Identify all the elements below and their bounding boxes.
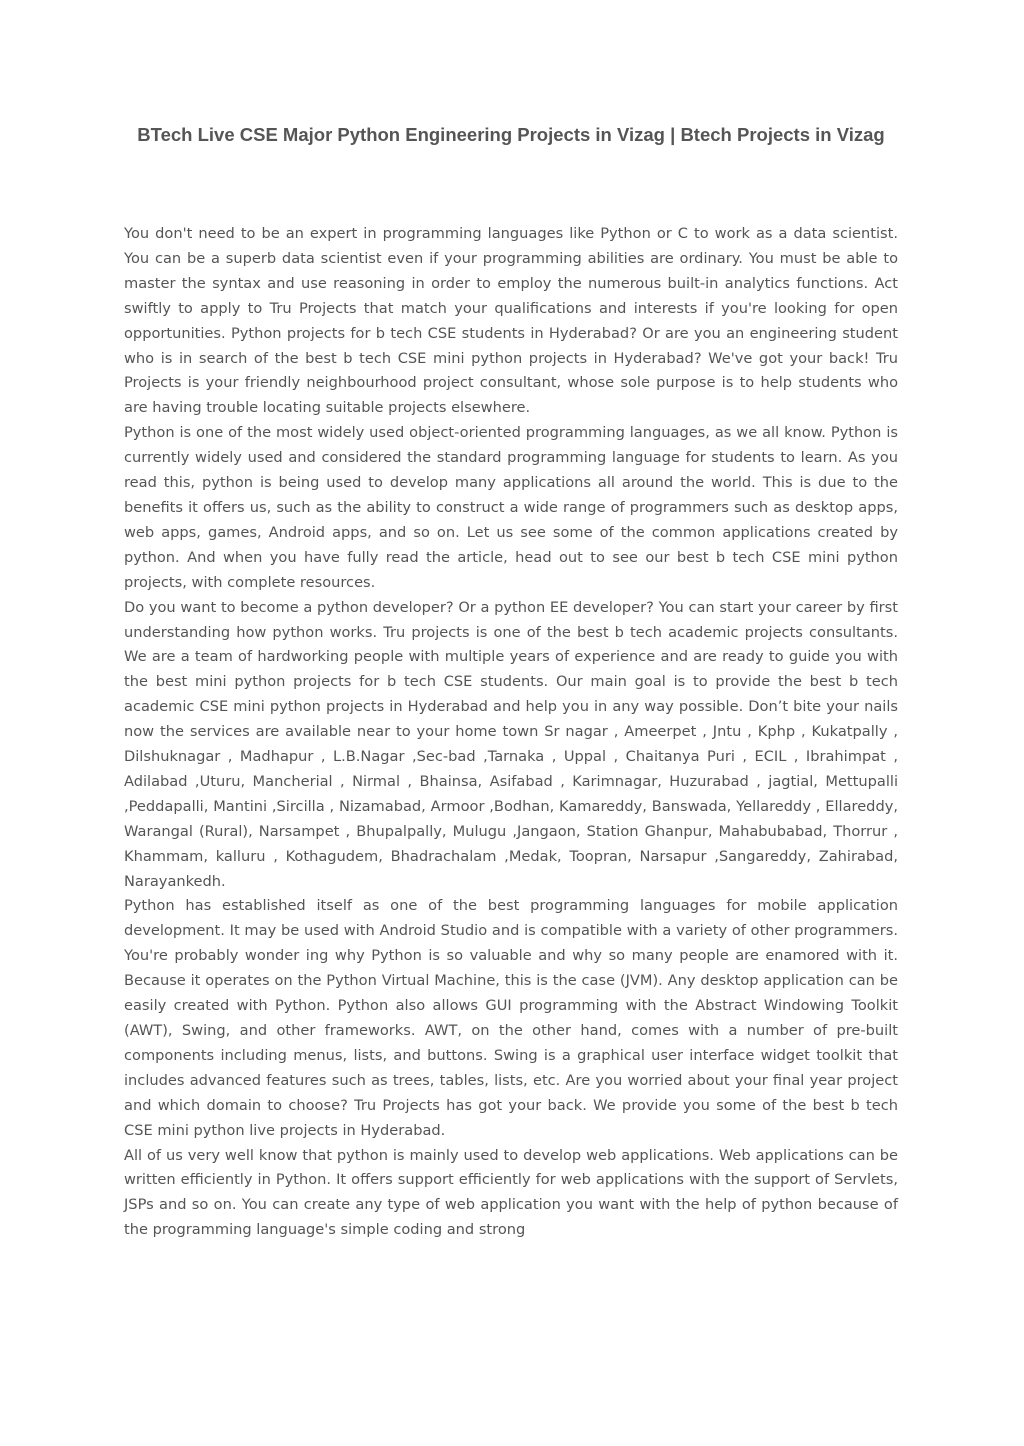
paragraph-python-overview: Python is one of the most widely used object-oriented programming languages, as we all know. Python is currently widely used and considered the standard programming language for students to learn. As you read this, python is being used to develop many applications all around the world. This is due to the benefits it offers us, such as the ability to construct a wide range of programmers such as desktop apps, web apps, games, Android apps, and so on. Let us see some of the common applications created by python. And when you have fully read the article, head out to see our best b tech CSE mini python projects, with complete resources. [124,424,898,591]
paragraph-web-applications: All of us very well know that python is mainly used to develop web applications. Web applications can be written efficiently in Python. It offers support efficiently for web applications with the support of Servlets, JSPs and so on. You can create any type of web application you want with the help of python because of the programming language's simple coding and strong [124,1146,898,1239]
paragraph-python-developer: Do you want to become a python developer? Or a python EE developer? You can start your career by first understanding how python works. Tru projects is one of the best b tech academic projects consultants. We are a team of hardworking people with multiple years of experience and are ready to guide you with the best mini python projects for b tech CSE students. Our main goal is to provide the best b tech academic CSE mini python projects in Hyderabad and help you in any way possible. Don’t bite your nails now the services are available near to your home town Sr nagar , Ameerpet , Jntu , Kphp , Kukatpally , Dilshuknagar , Madhapur , L.B.Nagar ,Sec-bad ,Tarnaka , Uppal , Chaitanya Puri , ECIL , Ibrahimpat , Adilabad ,Uturu, Mancherial , Nirmal , Bhainsa, Asifabad , Karimnagar, Huzurabad , jagtial, Mettupalli ,Peddapalli, Mantini ,Sircilla , Nizamabad, Armoor ,Bodhan, Kamareddy, Banswada, Yellareddy , Ellareddy, Warangal (Rural), Narsampet , Bhupalpally, Mulugu ,Jangaon, Station Ghanpur, Mahabubabad, Thorrur , Khammam, kalluru , Kothagudem, Bhadrachalam ,Medak, Toopran, Narsapur ,Sangareddy, Zahirabad, Narayankedh. [124,598,898,890]
document-body [124,222,898,1243]
document-title: BTech Live CSE Major Python Engineering Projects in Vizag | Btech Projects in Vizag [137,124,885,145]
paragraph-mobile-desktop: Python has established itself as one of the best programming languages for mobile application development. It may be used with Android Studio and is compatible with a variety of other programmers. You're probably wonder ing why Python is so valuable and why so many people are enamored with it. Because it operates on the Python Virtual Machine, this is the case (JVM). Any desktop application can be easily created with Python. Python also allows GUI programming with the Abstract Windowing Toolkit (AWT), Swing, and other frameworks. AWT, on the other hand, comes with a number of pre-built components including menus, lists, and buttons. Swing is a graphical user interface widget toolkit that includes advanced features such as trees, tables, lists, etc. Are you worried about your final year project and which domain to choose? Tru Projects has got your back. We provide you some of the best b tech CSE mini python live projects in Hyderabad. [124,897,898,1139]
paragraph-data-scientist: You don't need to be an expert in programming languages like Python or C to work as a data scientist. You can be a superb data scientist even if your programming abilities are ordinary. You must be able to master the syntax and use reasoning in order to employ the numerous built-in analytics functions. Act swiftly to apply to Tru Projects that match your qualifications and interests if you're looking for open opportunities. Python projects for b tech CSE students in Hyderabad? Or are you an engineering student who is in search of the best b tech CSE mini python projects in Hyderabad? We've got your back! Tru Projects is your friendly neighbourhood project consultant, whose sole purpose is to help students who are having trouble locating suitable projects elsewhere. [124,225,898,417]
